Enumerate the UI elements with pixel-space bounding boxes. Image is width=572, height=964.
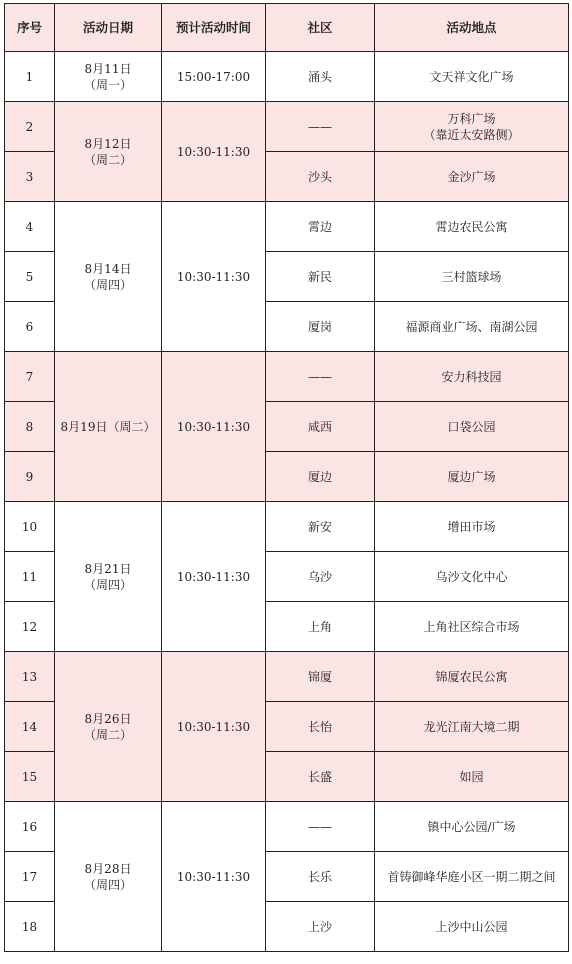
- date-cell: [55, 202, 162, 352]
- date-cell: [55, 502, 162, 652]
- row-index-cell: 9: [5, 452, 55, 502]
- header-date: 活动日期: [55, 4, 162, 52]
- row-index-cell: 18: [5, 902, 55, 952]
- community-cell: 新安: [266, 502, 375, 552]
- location-cell: [375, 802, 569, 852]
- date-cell: [55, 652, 162, 802]
- location-note: （靠近太安路侧）: [423, 127, 520, 142]
- community-cell: 霄边: [266, 202, 375, 252]
- date-text: 8月19日（周二）: [60, 419, 156, 434]
- table-row: [5, 202, 569, 252]
- row-index-cell: 1: [5, 52, 55, 102]
- row-index-cell: 17: [5, 852, 55, 902]
- community-cell: 上角: [266, 602, 375, 652]
- row-index-cell: 14: [5, 702, 55, 752]
- community-cell: 厦岗: [266, 302, 375, 352]
- row-index-cell: 5: [5, 252, 55, 302]
- location-text: 上角社区综合市场: [423, 619, 520, 634]
- header-location: 活动地点: [375, 4, 569, 52]
- community-cell: 长怡: [266, 702, 375, 752]
- table-row: [5, 352, 569, 402]
- date-cell: [55, 102, 162, 202]
- time-cell: 15:00-17:00: [162, 52, 266, 102]
- weekday-text: （周四）: [83, 877, 132, 892]
- location-text: 万科广场: [447, 111, 496, 126]
- date-cell: [55, 52, 162, 102]
- community-cell: 长乐: [266, 852, 375, 902]
- date-text: 8月21日: [84, 561, 132, 576]
- location-text: 上沙中山公园: [435, 919, 508, 934]
- row-index-cell: 4: [5, 202, 55, 252]
- table-row: [5, 502, 569, 552]
- weekday-text: （周一）: [83, 77, 132, 92]
- date-cell: [55, 352, 162, 502]
- table-row: [5, 802, 569, 852]
- location-text: 安力科技园: [441, 369, 502, 384]
- header-community: 社区: [266, 4, 375, 52]
- date-text: 8月26日: [84, 711, 132, 726]
- header-row: [5, 4, 569, 52]
- location-cell: [375, 252, 569, 302]
- weekday-text: （周四）: [83, 277, 132, 292]
- row-index-cell: 15: [5, 752, 55, 802]
- location-text: 文天祥文化广场: [429, 69, 514, 84]
- row-index-cell: 13: [5, 652, 55, 702]
- header-time: 预计活动时间: [162, 4, 266, 52]
- location-text: 乌沙文化中心: [435, 569, 508, 584]
- location-cell: [375, 302, 569, 352]
- location-cell: [375, 202, 569, 252]
- community-cell: ——: [266, 802, 375, 852]
- row-index-cell: 2: [5, 102, 55, 152]
- location-cell: [375, 402, 569, 452]
- community-cell: 锦厦: [266, 652, 375, 702]
- time-cell: 10:30-11:30: [162, 652, 266, 802]
- weekday-text: （周四）: [83, 577, 132, 592]
- community-cell: ——: [266, 352, 375, 402]
- community-cell: 上沙: [266, 902, 375, 952]
- location-cell: [375, 602, 569, 652]
- location-text: 锦厦农民公寓: [435, 669, 508, 684]
- time-cell: 10:30-11:30: [162, 502, 266, 652]
- header-index: 序号: [5, 4, 55, 52]
- row-index-cell: 3: [5, 152, 55, 202]
- community-cell: ——: [266, 102, 375, 152]
- row-index-cell: 10: [5, 502, 55, 552]
- location-text: 镇中心公园/广场: [427, 819, 516, 834]
- community-cell: 新民: [266, 252, 375, 302]
- community-cell: 咸西: [266, 402, 375, 452]
- table-row: [5, 52, 569, 102]
- community-cell: 乌沙: [266, 552, 375, 602]
- location-cell: [375, 902, 569, 952]
- location-cell: [375, 502, 569, 552]
- location-text: 三村篮球场: [441, 269, 502, 284]
- location-cell: [375, 152, 569, 202]
- location-cell: [375, 452, 569, 502]
- date-text: 8月14日: [84, 261, 132, 276]
- row-index-cell: 11: [5, 552, 55, 602]
- activity-schedule-table: [4, 3, 569, 952]
- location-cell: [375, 352, 569, 402]
- time-cell: 10:30-11:30: [162, 352, 266, 502]
- location-cell: [375, 552, 569, 602]
- location-text: 福源商业广场、南湖公园: [405, 319, 538, 334]
- row-index-cell: 7: [5, 352, 55, 402]
- location-text: 增田市场: [447, 519, 496, 534]
- table-row: [5, 652, 569, 702]
- weekday-text: （周二）: [83, 152, 132, 167]
- location-text: 首铸御峰华庭小区一期二期之间: [387, 869, 556, 884]
- location-text: 金沙广场: [447, 169, 496, 184]
- location-cell: [375, 52, 569, 102]
- row-index-cell: 16: [5, 802, 55, 852]
- weekday-text: （周二）: [83, 727, 132, 742]
- date-text: 8月28日: [84, 861, 132, 876]
- location-cell: [375, 702, 569, 752]
- row-index-cell: 8: [5, 402, 55, 452]
- time-cell: 10:30-11:30: [162, 102, 266, 202]
- date-text: 8月12日: [84, 136, 132, 151]
- time-cell: 10:30-11:30: [162, 202, 266, 352]
- time-cell: 10:30-11:30: [162, 802, 266, 952]
- community-cell: 沙头: [266, 152, 375, 202]
- community-cell: 长盛: [266, 752, 375, 802]
- location-text: 如园: [459, 769, 484, 784]
- table-row: [5, 102, 569, 152]
- community-cell: 厦边: [266, 452, 375, 502]
- location-text: 龙光江南大境二期: [423, 719, 520, 734]
- location-cell: [375, 102, 569, 152]
- date-cell: [55, 802, 162, 952]
- location-cell: [375, 752, 569, 802]
- location-cell: [375, 852, 569, 902]
- location-text: 霄边农民公寓: [435, 219, 508, 234]
- location-text: 厦边广场: [447, 469, 496, 484]
- location-cell: [375, 652, 569, 702]
- row-index-cell: 12: [5, 602, 55, 652]
- row-index-cell: 6: [5, 302, 55, 352]
- location-text: 口袋公园: [447, 419, 496, 434]
- community-cell: 涌头: [266, 52, 375, 102]
- date-text: 8月11日: [84, 61, 132, 76]
- schedule-body: [5, 52, 569, 952]
